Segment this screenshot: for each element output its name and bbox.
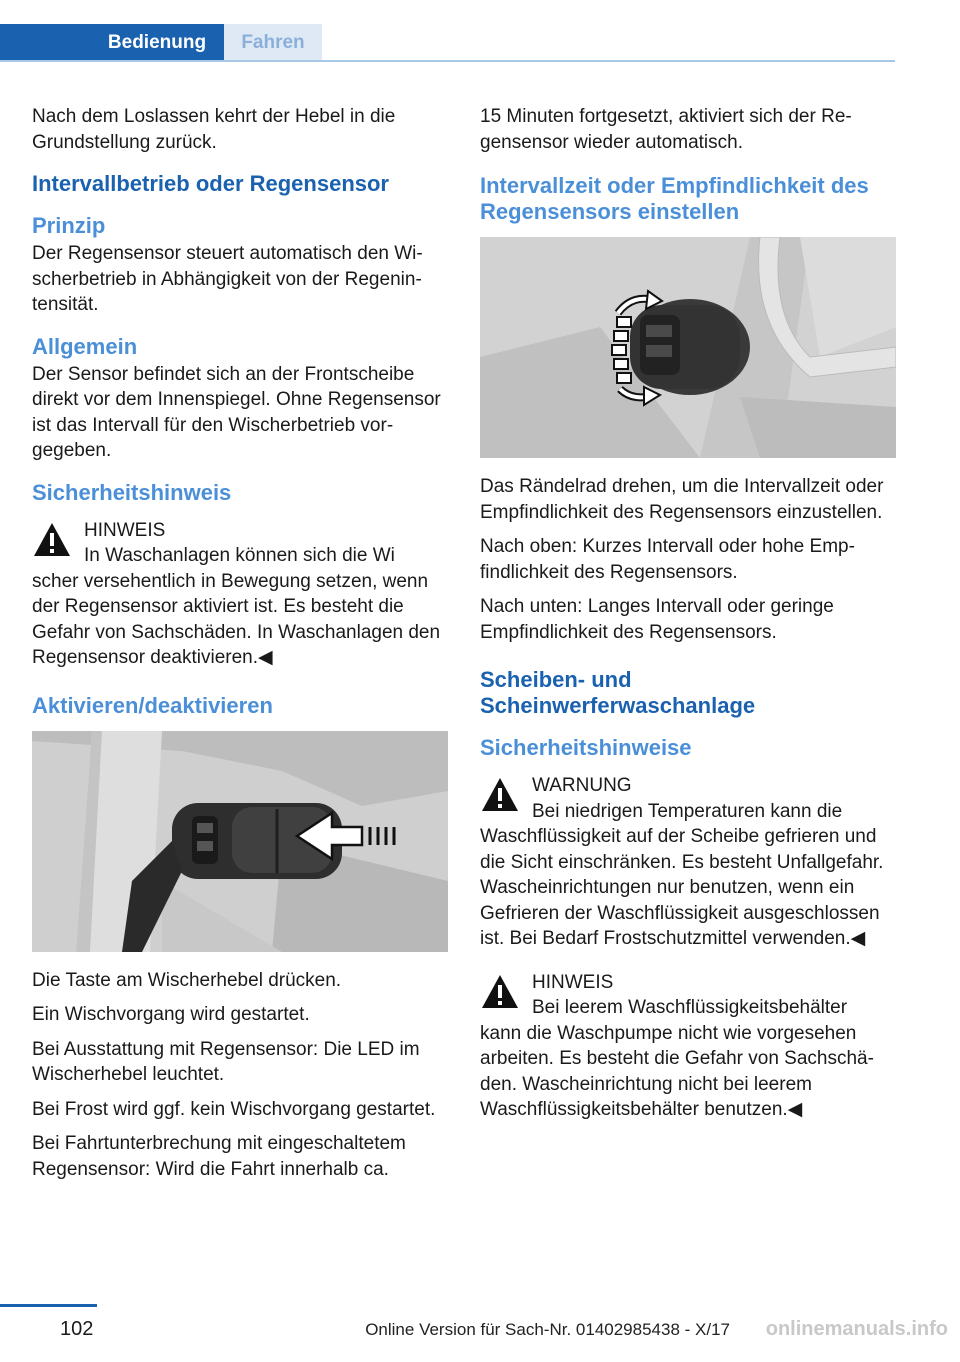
hinweis-first-line-right: Bei leerem Waschflüssigkeitsbehälter xyxy=(532,997,848,1018)
aktivieren-p2: Ein Wischvorgang wird gestartet. xyxy=(32,1004,310,1025)
hinweis-first-line: In Waschanlagen können sich die Wi xyxy=(84,545,395,566)
warning-triangle-icon xyxy=(480,775,520,815)
prinzip-text: Der Regensensor steuert automatisch den Wischerbetrieb in Abhängigkeit von der Regenintensität. xyxy=(32,243,423,315)
heading-intervallzeit: Intervallzeit oder Empfindlichkeit des Regensensors einstellen xyxy=(480,173,869,224)
watermark-text: onlinemanuals.info xyxy=(765,1318,948,1340)
warnung-notice xyxy=(480,773,896,952)
aktivieren-p1: Die Taste am Wischerhebel drücken. xyxy=(32,969,342,991)
heading-allgemein: Allgemein xyxy=(32,333,138,359)
heading-scheibenwaschanlage: Scheiben- und Scheinwerferwaschanlage xyxy=(480,667,756,718)
thumbwheel-photo xyxy=(480,237,896,458)
intervallzeit-p3: Nach unten: Langes Intervall oder geringe Empfindlichkeit des Regensensors. xyxy=(480,596,834,643)
warnung-first-line: Bei niedrigen Temperaturen kann die xyxy=(532,800,843,822)
heading-sicherheitshinweise: Sicherheitshinweise xyxy=(480,735,692,760)
tab-fahren[interactable]: Fahren xyxy=(224,24,322,62)
hinweis-label-right: HINWEIS xyxy=(532,971,614,993)
warning-triangle-icon xyxy=(32,520,72,560)
heading-sicherheitshinweis: Sicherheitshinweis xyxy=(32,479,232,505)
intro-text: Nach dem Loslassen kehrt der Hebel in die Grundstellung zurück. xyxy=(32,106,396,153)
hinweis-text: scher versehentlich in Bewegung setzen, wenn der Regensensor aktiviert ist. Es besteht die Gefahr von Sachschäden. In Waschanlagen den Regensensor deaktivieren.◀ xyxy=(32,570,441,668)
online-version-text: Online Version für Sach-Nr. 01402985438 - X/17 xyxy=(365,1320,730,1339)
page-number-bar xyxy=(0,1304,97,1307)
left-column xyxy=(32,104,450,1191)
aktivieren-p5: Bei Fahrtunterbrechung mit eingeschaltetem Regensensor: Wird die Fahrt innerhalb ca. xyxy=(32,1133,406,1180)
tab-bedienung[interactable]: Bedienung xyxy=(0,24,224,62)
warnung-text: Waschflüssigkeit auf der Scheibe gefrieren und die Sicht einschränken. Es besteht Unfallgefahr. Wascheinrichtungen nur benutzen, wenn ein Gefrieren der Waschflüssigkeit ausgeschlossen ist. Bei Bedarf Frostschutzmittel verwenden.◀ xyxy=(480,826,884,949)
warnung-label: WARNUNG xyxy=(532,775,632,796)
tab-underline xyxy=(0,60,895,62)
intervallzeit-p2: Nach oben: Kurzes Intervall oder hohe Empfindlichkeit des Regensensors. xyxy=(480,536,855,583)
page-number: 102 xyxy=(60,1318,94,1340)
hinweis-notice-right xyxy=(480,970,896,1123)
hinweis-text-right: kann die Waschpumpe nicht wie vorgesehen arbeiten. Es besteht die Gefahr von Sachschäden. Wascheinrichtung nicht bei leerem Waschflüssigkeitsbehälter benutzen.◀ xyxy=(480,1022,874,1120)
wiper-stalk-button-photo xyxy=(32,731,448,952)
aktivieren-p3: Bei Ausstattung mit Regensensor: Die LED im Wischerhebel leuchtet. xyxy=(32,1038,420,1085)
heading-intervallbetrieb: Intervallbetrieb oder Regensensor xyxy=(32,171,389,196)
right-column xyxy=(480,104,896,1132)
hinweis-label: HINWEIS xyxy=(84,519,166,541)
warning-triangle-icon xyxy=(480,972,520,1012)
hinweis-notice xyxy=(32,518,450,671)
chapter-tabs xyxy=(0,24,895,62)
heading-aktivieren: Aktivieren/deaktivieren xyxy=(32,692,273,718)
continued-text: 15 Minuten fortgesetzt, aktiviert sich der Regensensor wieder automatisch. xyxy=(480,106,852,153)
allgemein-text: Der Sensor befindet sich an der Frontscheibe direkt vor dem Innenspiegel. Ohne Regensensor ist das Intervall für den Wischerbetrieb vorgegeben. xyxy=(32,363,441,461)
intervallzeit-p1: Das Rändelrad drehen, um die Intervallzeit oder Empfindlichkeit des Regensensors einzustellen. xyxy=(480,476,884,523)
aktivieren-p4: Bei Frost wird ggf. kein Wischvorgang gestartet. xyxy=(32,1098,436,1120)
heading-prinzip: Prinzip xyxy=(32,213,106,238)
